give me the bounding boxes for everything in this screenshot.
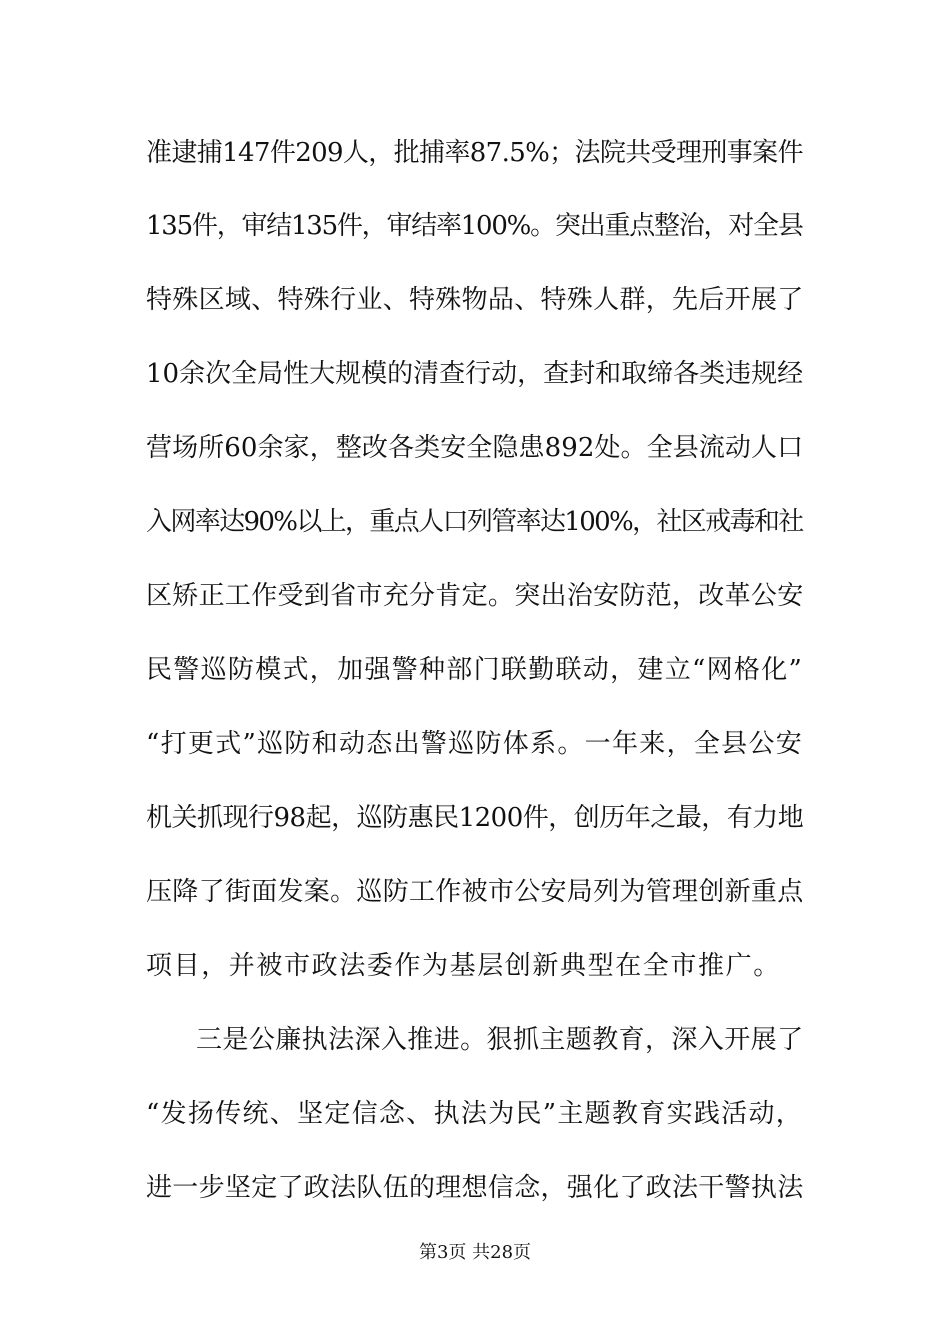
text-line-14: “发扬传统、坚定信念、执法为民”主题教育实践活动， (146, 1099, 804, 1129)
text-line-1: 准逮捕147件209人，批捕率87.5%；法院共受理刑事案件 (146, 138, 803, 168)
text-line-15: 进一步坚定了政法队伍的理想信念，强化了政法干警执法 (146, 1173, 804, 1203)
text-line-9: “打更式”巡防和动态出警巡防体系。一年来，全县公安 (146, 729, 804, 759)
text-line-8: 民警巡防模式，加强警种部门联勤联动，建立“网格化” (146, 655, 804, 685)
text-line-6: 入网率达90%以上，重点人口列管率达100%，社区戒毒和社 (146, 507, 803, 537)
text-line-2: 135件，审结135件，审结率100%。突出重点整治，对全县 (146, 211, 803, 241)
page-number-footer: 第3页 共28页 (418, 1242, 532, 1263)
text-line-5: 营场所60余家，整改各类安全隐患892处。全县流动人口 (146, 433, 804, 463)
text-line-13: 三是公廉执法深入推进。狠抓主题教育，深入开展了 (196, 1025, 804, 1055)
text-line-4: 10余次全局性大规模的清查行动，查封和取缔各类违规经 (146, 359, 804, 389)
text-line-7: 区矫正工作受到省市充分肯定。突出治安防范，改革公安 (146, 581, 804, 611)
text-line-10: 机关抓现行98起，巡防惠民1200件，创历年之最，有力地 (146, 803, 804, 833)
text-line-11: 压降了街面发案。巡防工作被市公安局列为管理创新重点 (146, 877, 804, 907)
text-line-3: 特殊区域、特殊行业、特殊物品、特殊人群，先后开展了 (146, 285, 804, 315)
text-line-12: 项目，并被市政法委作为基层创新典型在全市推广。 (146, 951, 781, 981)
